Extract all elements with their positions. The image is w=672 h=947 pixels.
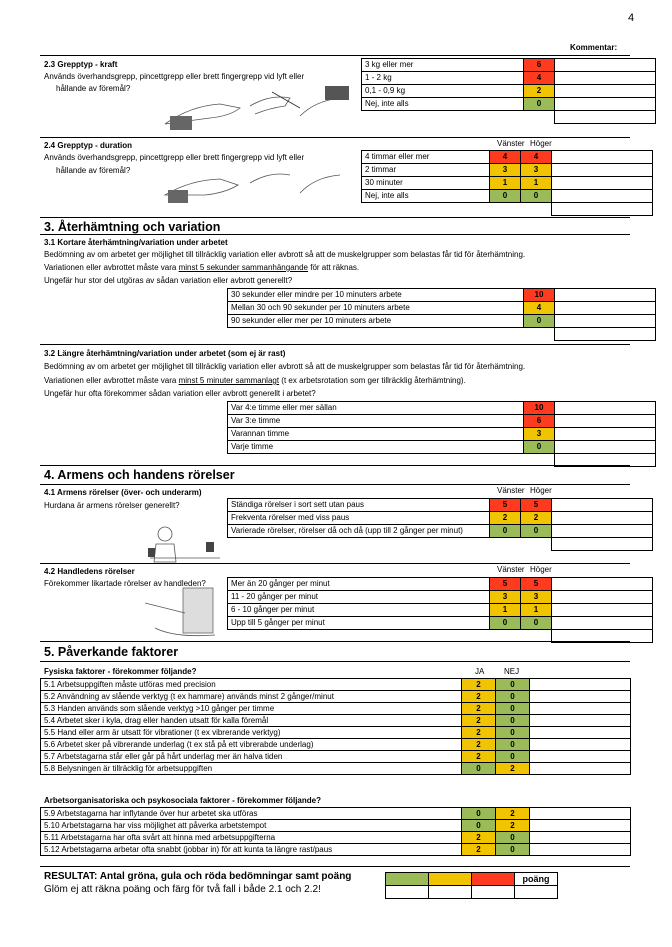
nej-score: 0 [496, 727, 530, 739]
section-3-2-text: Bedömning av om arbetet ger möjlighet till tillräcklig variation eller avbrott så att de muskelgrupper som belastas får tid för återhämtning. [44, 362, 526, 371]
section-3-2-text-2: Variationen eller avbrottet måste vara minst 5 minuter sammanlagt (t ex arbetsrotation som ger tillräcklig återhämtning). [44, 376, 466, 385]
yellow-count-cell[interactable] [429, 886, 472, 899]
option-row-blank [362, 203, 653, 216]
ja-score: 2 [462, 844, 496, 856]
comment-cell[interactable] [555, 328, 656, 341]
option-label: 4 timmar eller mer [362, 151, 490, 164]
comment-cell[interactable] [552, 190, 653, 203]
blank-cell [490, 538, 521, 551]
option-row [362, 98, 656, 111]
factor-row [41, 751, 631, 763]
ja-header: JA [475, 667, 485, 676]
left-score: 4 [490, 151, 521, 164]
comment-cell[interactable] [555, 302, 656, 315]
left-score: 1 [490, 177, 521, 190]
option-label: 1 - 2 kg [362, 72, 524, 85]
option-row [362, 72, 656, 85]
option-label: Varannan timme [228, 428, 524, 441]
factor-row [41, 763, 631, 775]
right-header: Höger [530, 565, 552, 574]
right-score: 0 [521, 525, 552, 538]
physical-factors-title: Fysiska faktorer - förekommer följande? [44, 667, 197, 676]
comment-cell[interactable] [555, 72, 656, 85]
ja-score: 2 [462, 832, 496, 844]
option-label: Ständiga rörelser i sort sett utan paus [228, 499, 490, 512]
comment-cell[interactable] [552, 164, 653, 177]
factor-label: 5.8 Belysningen är tillräcklig för arbetsuppgiften [41, 763, 462, 775]
section-3-1-text-2: Variationen eller avbrottet måste vara minst 5 sekunder sammanhängande för att räknas. [44, 263, 360, 272]
nej-score: 0 [496, 679, 530, 691]
red-count-header [472, 873, 515, 886]
divider [40, 465, 630, 466]
nej-score: 0 [496, 751, 530, 763]
section-2-3-options [361, 58, 656, 124]
ja-score: 0 [462, 820, 496, 832]
factor-row [41, 703, 631, 715]
option-row-blank [228, 538, 653, 551]
comment-cell[interactable] [530, 763, 631, 775]
factor-row [41, 820, 631, 832]
red-count-cell[interactable] [472, 886, 515, 899]
option-score: 6 [524, 415, 555, 428]
option-row [362, 85, 656, 98]
ja-score: 2 [462, 703, 496, 715]
nej-score: 2 [496, 808, 530, 820]
result-note: Glöm ej att räkna poäng och färg för två fall i både 2.1 och 2.2! [44, 884, 321, 895]
comment-cell[interactable] [555, 59, 656, 72]
factor-row [41, 691, 631, 703]
section-4-heading: 4. Armens och handens rörelser [44, 468, 235, 482]
factor-row [41, 679, 631, 691]
comment-cell[interactable] [552, 203, 653, 216]
comment-cell[interactable] [555, 441, 656, 454]
ja-score: 2 [462, 679, 496, 691]
option-row [362, 151, 653, 164]
nej-score: 0 [496, 832, 530, 844]
option-row [362, 164, 653, 177]
option-label: 11 - 20 gånger per minut [228, 591, 490, 604]
comment-cell[interactable] [552, 525, 653, 538]
comment-cell[interactable] [530, 820, 631, 832]
comment-cell[interactable] [552, 591, 653, 604]
option-row [228, 415, 656, 428]
option-row [228, 499, 653, 512]
divider [40, 234, 630, 235]
left-header: Vänster [497, 486, 525, 495]
option-score: 3 [524, 428, 555, 441]
option-row [228, 591, 653, 604]
comment-cell[interactable] [530, 679, 631, 691]
right-score: 2 [521, 512, 552, 525]
section-2-3-text-2: hållande av föremål? [56, 84, 131, 93]
blank-cell [228, 328, 524, 341]
comment-cell[interactable] [555, 111, 656, 124]
physical-factors-table [40, 678, 631, 775]
section-4-1-text: Hurdana är armens rörelser generellt? [44, 501, 180, 510]
nej-score: 0 [496, 703, 530, 715]
factor-label: 5.10 Arbetstagarna har viss möjlighet att påverka arbetstempot [41, 820, 462, 832]
comment-cell[interactable] [530, 739, 631, 751]
divider [40, 563, 630, 564]
option-row [362, 177, 653, 190]
page-number: 4 [628, 12, 635, 24]
section-2-3-text: Används överhandsgrepp, pincettgrepp eller brett fingergrepp vid lyft eller [44, 72, 305, 81]
factor-row [41, 715, 631, 727]
section-4-2-title: 4.2 Handledens rörelser [44, 567, 135, 576]
factor-row [41, 844, 631, 856]
blank-cell [490, 203, 521, 216]
comment-cell[interactable] [552, 578, 653, 591]
option-label: Varje timme [228, 441, 524, 454]
divider [40, 344, 630, 345]
right-score: 1 [521, 177, 552, 190]
option-row [362, 190, 653, 203]
comment-cell[interactable] [530, 844, 631, 856]
section-4-2-options [227, 577, 653, 643]
ja-score: 0 [462, 808, 496, 820]
points-cell[interactable] [515, 886, 558, 899]
section-5-heading: 5. Påverkande faktorer [44, 645, 179, 659]
section-3-1-title: 3.1 Kortare återhämtning/variation under arbetet [44, 238, 228, 247]
right-score: 5 [521, 499, 552, 512]
section-2-4-text-2: hållande av föremål? [56, 166, 131, 175]
comment-cell[interactable] [555, 315, 656, 328]
left-score: 3 [490, 591, 521, 604]
section-4-1-options [227, 498, 653, 551]
option-label: Mellan 30 och 90 sekunder per 10 minuters arbete [228, 302, 524, 315]
option-row-blank [228, 328, 656, 341]
left-score: 0 [490, 190, 521, 203]
right-score: 0 [521, 190, 552, 203]
section-3-1-text: Bedömning av om arbetet ger möjlighet till tillräcklig variation eller avbrott så att de muskelgrupper som belastas får tid för återhämtning. [44, 250, 526, 259]
comment-cell[interactable] [552, 604, 653, 617]
factor-label: 5.5 Hand eller arm är utsatt för vibrationer (t ex vibrerande verktyg) [41, 727, 462, 739]
blank-cell [521, 203, 552, 216]
comment-cell[interactable] [530, 832, 631, 844]
right-score: 4 [521, 151, 552, 164]
option-row-blank [362, 111, 656, 124]
option-label: Var 3:e timme [228, 415, 524, 428]
left-header: Vänster [497, 139, 525, 148]
nej-score: 2 [496, 763, 530, 775]
nej-score: 0 [496, 844, 530, 856]
divider [40, 137, 630, 138]
left-score: 1 [490, 604, 521, 617]
nej-score: 0 [496, 691, 530, 703]
hand-grip-illustration [160, 165, 360, 210]
right-score: 3 [521, 164, 552, 177]
right-score: 1 [521, 604, 552, 617]
factor-label: 5.2 Användning av slående verktyg (t ex hammare) används minst 2 gånger/minut [41, 691, 462, 703]
section-3-2-title: 3.2 Längre återhämtning/variation under arbetet (som ej är rast) [44, 349, 286, 358]
option-label: 0,1 - 0,9 kg [362, 85, 524, 98]
left-score: 2 [490, 512, 521, 525]
nej-score: 0 [496, 739, 530, 751]
option-score: 10 [524, 289, 555, 302]
comment-cell[interactable] [552, 499, 653, 512]
option-score: 4 [524, 302, 555, 315]
option-row [228, 441, 656, 454]
ja-score: 2 [462, 727, 496, 739]
org-factors-title: Arbetsorganisatoriska och psykosociala faktorer - förekommer följande? [44, 796, 321, 805]
comment-cell[interactable] [552, 151, 653, 164]
points-header: poäng [515, 873, 558, 886]
nej-score: 2 [496, 820, 530, 832]
option-score: 4 [524, 72, 555, 85]
option-row [228, 617, 653, 630]
result-title: RESULTAT: Antal gröna, gula och röda bedömningar samt poäng [44, 871, 352, 882]
blank-cell [524, 111, 555, 124]
comment-cell[interactable] [552, 617, 653, 630]
blank-cell [362, 111, 524, 124]
divider [40, 55, 630, 56]
comment-cell[interactable] [555, 98, 656, 111]
comment-header: Kommentar: [570, 43, 618, 52]
right-score: 0 [521, 617, 552, 630]
divider [40, 661, 630, 662]
option-label: Var 4:e timme eller mer sällan [228, 402, 524, 415]
left-score: 5 [490, 578, 521, 591]
section-3-1-text-3: Ungefär hur stor del utgöras av sådan variation eller avbrott generellt? [44, 276, 293, 285]
factor-label: 5.11 Arbetstagarna har ofta svårt att hinna med arbetsuppgifterna [41, 832, 462, 844]
option-label: Frekventa rörelser med viss paus [228, 512, 490, 525]
blank-cell [228, 538, 490, 551]
section-2-4-text: Används överhandsgrepp, pincettgrepp eller brett fingergrepp vid lyft eller [44, 153, 305, 162]
option-label: 90 sekunder eller mer per 10 minuters arbete [228, 315, 524, 328]
comment-cell[interactable] [530, 691, 631, 703]
factor-label: 5.12 Arbetstagarna arbetar ofta snabbt (jobbar in) för att kunta ta längre rast/paus [41, 844, 462, 856]
section-2-3-title: 2.3 Grepptyp - kraft [44, 60, 118, 69]
option-label: 30 sekunder eller mindre per 10 minuters arbete [228, 289, 524, 302]
divider [40, 217, 630, 218]
hand-grip-illustration [160, 86, 360, 136]
ja-score: 2 [462, 715, 496, 727]
blank-cell [521, 538, 552, 551]
divider [40, 866, 630, 867]
option-score: 0 [524, 98, 555, 111]
option-label: Mer än 20 gånger per minut [228, 578, 490, 591]
section-4-1-title: 4.1 Armens rörelser (över- och underarm) [44, 488, 202, 497]
left-header: Vänster [497, 565, 525, 574]
divider [40, 484, 630, 485]
section-4-2-text: Förekommer likartade rörelser av handleden? [44, 579, 206, 588]
comment-cell[interactable] [552, 512, 653, 525]
comment-cell[interactable] [555, 289, 656, 302]
section-3-2-text-3: Ungefär hur ofta förekommer sådan variation eller avbrott generellt i arbetet? [44, 389, 316, 398]
divider [40, 641, 630, 642]
left-score: 0 [490, 525, 521, 538]
nej-header: NEJ [504, 667, 520, 676]
comment-cell[interactable] [555, 428, 656, 441]
option-row [228, 604, 653, 617]
left-score: 0 [490, 617, 521, 630]
option-label: Nej, inte alls [362, 98, 524, 111]
left-score: 5 [490, 499, 521, 512]
option-row [228, 512, 653, 525]
ja-score: 0 [462, 763, 496, 775]
option-row [228, 289, 656, 302]
factor-label: 5.1 Arbetsuppgiften måste utföras med precision [41, 679, 462, 691]
option-row [228, 525, 653, 538]
section-3-1-options [227, 288, 656, 341]
option-label: Varierade rörelser, rörelser då och då (upp till 2 gånger per minut) [228, 525, 490, 538]
comment-cell[interactable] [530, 751, 631, 763]
blank-cell [362, 203, 490, 216]
result-table [385, 872, 558, 899]
factor-row [41, 832, 631, 844]
comment-cell[interactable] [530, 727, 631, 739]
factor-label: 5.9 Arbetstagarna har inflytande över hur arbetet ska utföras [41, 808, 462, 820]
option-label: 3 kg eller mer [362, 59, 524, 72]
factor-label: 5.4 Arbetet sker i kyla, drag eller handen utsatt för kalla föremål [41, 715, 462, 727]
option-label: 2 timmar [362, 164, 490, 177]
green-count-header [386, 873, 429, 886]
option-row [228, 428, 656, 441]
comment-cell[interactable] [555, 415, 656, 428]
right-score: 5 [521, 578, 552, 591]
section-3-2-options [227, 401, 656, 467]
factor-label: 5.3 Handen används som slående verktyg >10 gånger per timme [41, 703, 462, 715]
org-factors-table [40, 807, 631, 856]
option-row [228, 578, 653, 591]
option-label: 6 - 10 gånger per minut [228, 604, 490, 617]
ja-score: 2 [462, 739, 496, 751]
section-3-heading: 3. Återhämtning och variation [44, 220, 221, 234]
comment-cell[interactable] [530, 808, 631, 820]
option-score: 6 [524, 59, 555, 72]
factor-row [41, 808, 631, 820]
option-label: Nej, inte alls [362, 190, 490, 203]
comment-cell[interactable] [555, 85, 656, 98]
factor-row [41, 727, 631, 739]
factor-row [41, 739, 631, 751]
comment-cell[interactable] [555, 402, 656, 415]
green-count-cell[interactable] [386, 886, 429, 899]
option-score: 10 [524, 402, 555, 415]
yellow-count-header [429, 873, 472, 886]
comment-cell[interactable] [552, 177, 653, 190]
option-row [228, 302, 656, 315]
option-score: 0 [524, 441, 555, 454]
nej-score: 0 [496, 715, 530, 727]
factor-label: 5.7 Arbetstagarna står eller går på hårt underlag mer än halva tiden [41, 751, 462, 763]
left-score: 3 [490, 164, 521, 177]
wrist-movement-illustration [145, 583, 230, 641]
blank-cell [524, 328, 555, 341]
arm-movement-illustration [148, 522, 223, 564]
right-score: 3 [521, 591, 552, 604]
comment-cell[interactable] [552, 538, 653, 551]
option-label: Upp till 5 gånger per minut [228, 617, 490, 630]
section-2-4-title: 2.4 Grepptyp - duration [44, 141, 133, 150]
right-header: Höger [530, 486, 552, 495]
comment-cell[interactable] [530, 703, 631, 715]
option-row [228, 402, 656, 415]
comment-cell[interactable] [530, 715, 631, 727]
option-row [362, 59, 656, 72]
section-2-4-options [361, 150, 653, 216]
option-score: 0 [524, 315, 555, 328]
option-score: 2 [524, 85, 555, 98]
option-row [228, 315, 656, 328]
ja-score: 2 [462, 691, 496, 703]
option-label: 30 minuter [362, 177, 490, 190]
ja-score: 2 [462, 751, 496, 763]
right-header: Höger [530, 139, 552, 148]
factor-label: 5.6 Arbetet sker på vibrerande underlag (t ex stå på ett vibrerabde underlag) [41, 739, 462, 751]
